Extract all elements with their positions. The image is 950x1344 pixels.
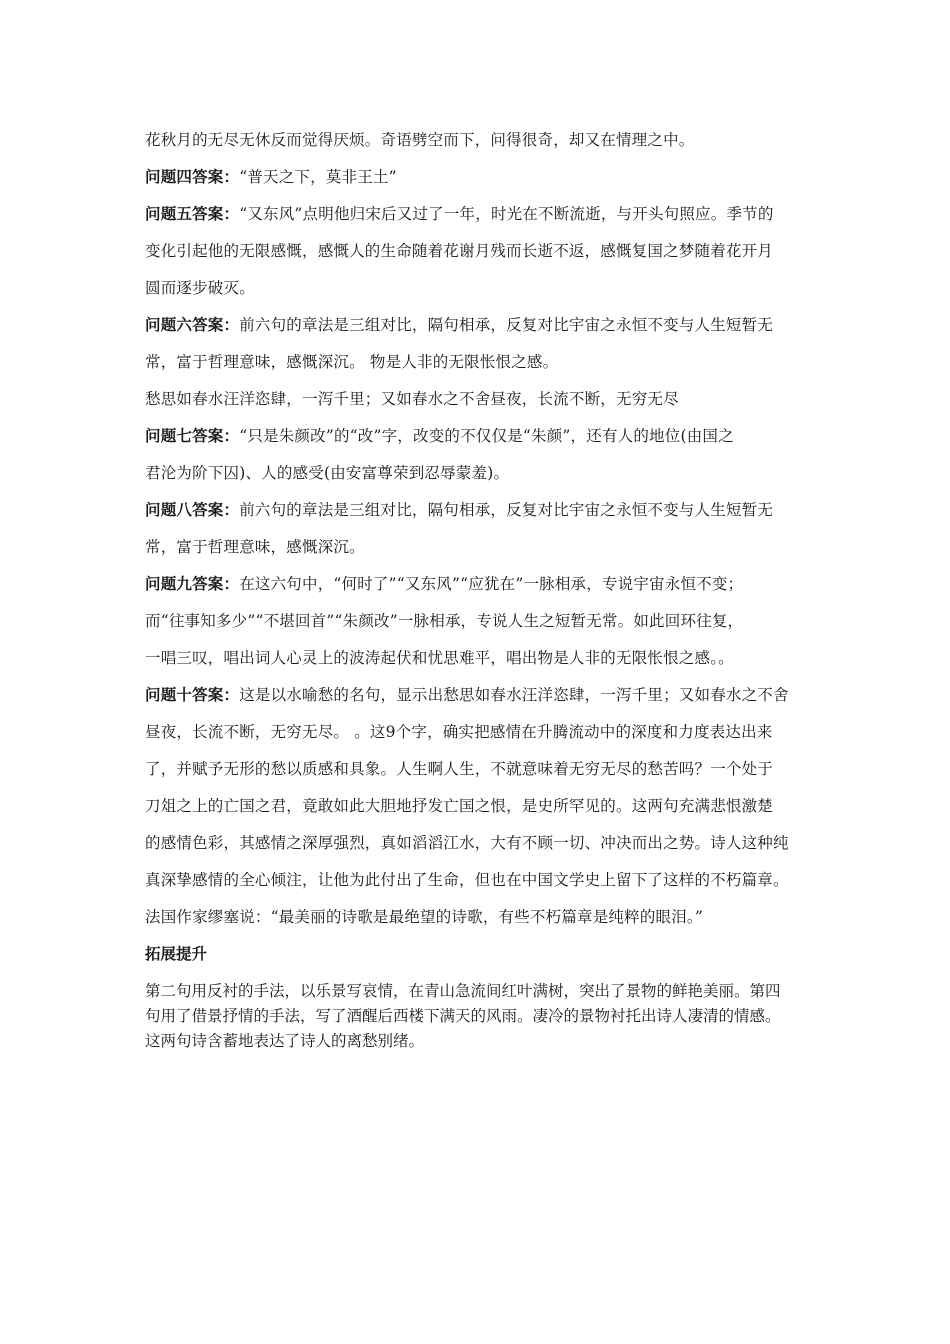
answer-4-label: 问题四答案： (145, 168, 240, 186)
extension-line-3: 这两句诗含蓄地表达了诗人的离愁别绪。 (145, 1032, 425, 1050)
answer-6-line-1: 问题六答案：前六句的章法是三组对比，隔句相承，反复对比宇宙之永恒不变与人生短暂无 (145, 316, 774, 334)
answer-5-line-1: 问题五答案：“又东风”点明他归宋后又过了一年，时光在不断流逝，与开头句照应。季节的 (145, 205, 774, 223)
answer-10-line-6: 真深挚感情的全心倾注，让他为此付出了生命，但也在中国文学史上留下了这样的不朽篇章。 (145, 871, 789, 889)
answer-6-line-2: 常，富于哲理意味，感慨深沉。 物是人非的无限怅恨之感。 (145, 353, 559, 371)
intro-line: 花秋月的无尽无休反而觉得厌烦。奇语劈空而下，问得很奇，却又在情理之中。 (145, 131, 695, 149)
document-page (145, 122, 817, 1054)
section-heading-extension: 拓展提升 (145, 945, 208, 963)
answer-5-line-2: 变化引起他的无限感慨，感慨人的生命随着花谢月残而长逝不返，感慨复国之梦随着花开月 (145, 242, 774, 260)
answer-6-line-3: 愁思如春水汪洋恣肆，一泻千里；又如春水之不舍昼夜，长流不断，无穷无尽 (145, 390, 679, 408)
answer-8-line-1: 问题八答案：前六句的章法是三组对比，隔句相承，反复对比宇宙之永恒不变与人生短暂无 (145, 501, 774, 519)
answer-10-line-2: 昼夜，长流不断，无穷无尽。 。这9个字，确实把感情在升腾流动中的深度和力度表达出来 (145, 723, 773, 741)
answer-9-line-2: 而“往事知多少”“不堪回首”“朱颜改”一脉相承，专说人生之短暂无常。如此回环往复， (145, 612, 744, 630)
extension-line-2: 句用了借景抒情的手法，写了酒醒后西楼下满天的风雨。凄冷的景物衬托出诗人凄清的情感。 (145, 1007, 781, 1025)
answer-10-label: 问题十答案： (145, 686, 240, 704)
answer-9-label: 问题九答案： (145, 575, 240, 593)
extension-line-1: 第二句用反衬的手法，以乐景写哀情，在青山急流间红叶满树，突出了景物的鲜艳美丽。第四 (145, 982, 781, 1000)
answer-5-label: 问题五答案： (145, 205, 240, 223)
answer-6-label: 问题六答案： (145, 316, 240, 334)
answer-7-line-2: 君沦为阶下囚)、人的感受(由安富尊荣到忍辱蒙羞)。 (145, 464, 510, 482)
answer-7-label: 问题七答案： (145, 427, 240, 445)
answer-4-line-1: 问题四答案：“普天之下，莫非王土” (145, 168, 397, 186)
answer-8-line-2: 常，富于哲理意味，感慨深沉。 (145, 538, 365, 556)
answer-10-line-4: 刀俎之上的亡国之君，竟敢如此大胆地抒发亡国之恨，是史所罕见的。这两句充满悲恨激楚 (145, 797, 774, 815)
answer-10-line-5: 的感情色彩，其感情之深厚强烈，真如滔滔江水，大有不顾一切、冲决而出之势。诗人这种纯 (145, 834, 789, 852)
answer-9-line-3: 一唱三叹，唱出词人心灵上的波涛起伏和忧思难平，唱出物是人非的无限怅恨之感。。 (145, 649, 734, 667)
answer-10-line-1: 问题十答案：这是以水喻愁的名句，显示出愁思如春水汪洋恣肆，一泻千里；又如春水之不舍 (145, 686, 789, 704)
answer-10-line-3: 了，并赋予无形的愁以质感和具象。人生啊人生，不就意味着无穷无尽的愁苦吗？一个处于 (145, 760, 774, 778)
answer-5-line-3: 圆而逐步破灭。 (145, 279, 255, 297)
answer-10-line-7: 法国作家缪塞说：“最美丽的诗歌是最绝望的诗歌，有些不朽篇章是纯粹的眼泪。” (145, 908, 704, 926)
answer-7-line-1: 问题七答案：“只是朱颜改”的“改”字，改变的不仅仅是“朱颜”，还有人的地位(由国之 (145, 427, 734, 445)
answer-9-line-1: 问题九答案：在这六句中，“何时了”“又东风”“应犹在”一脉相承，专说宇宙永恒不变； (145, 575, 744, 593)
answer-8-label: 问题八答案： (145, 501, 240, 519)
